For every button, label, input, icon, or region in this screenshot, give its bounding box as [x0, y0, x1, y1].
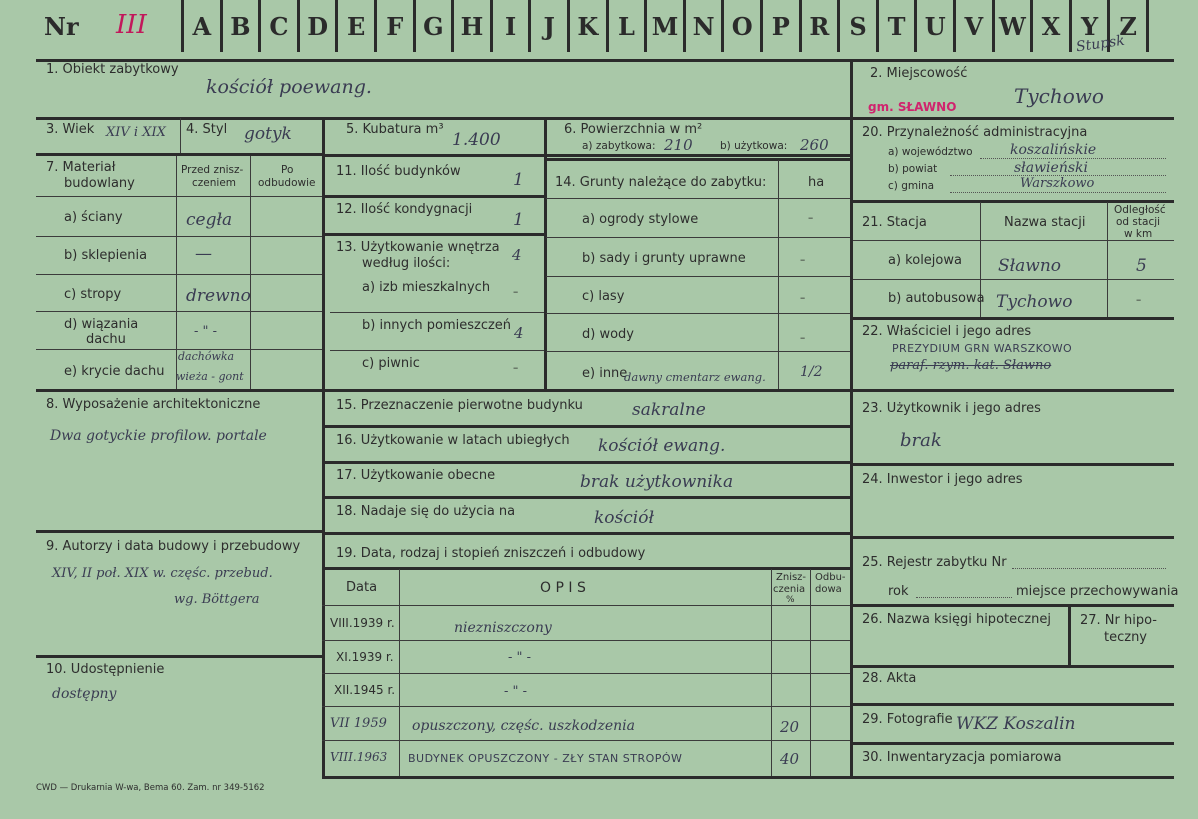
f7-row-d-label-2: dachu — [86, 332, 126, 347]
f6-uzyt-value: 260 — [800, 136, 829, 154]
f5-value: 1.400 — [452, 130, 501, 150]
f13-label-2: według ilości: — [362, 256, 451, 271]
f21-kol-label: a) kolejowa — [888, 253, 962, 268]
f19-row-4-date: VII 1959 — [330, 716, 387, 731]
f19-row-2-date: XI.1939 r. — [336, 650, 394, 664]
index-letter-o: O — [724, 0, 763, 52]
f7-label-1: 7. Materiał — [46, 160, 116, 175]
f19-row-5-opis: BUDYNEK OPUSZCZONY - ZŁY STAN STROPÓW — [408, 752, 683, 765]
f9-value-1: XIV, II poł. XIX w. częśc. przebud. — [52, 566, 273, 581]
f13-row-c-value: – — [513, 362, 519, 374]
f14-row-d-label: d) wody — [582, 327, 634, 342]
f14-unit: ha — [808, 175, 825, 190]
f7-row-d-label-1: d) wiązania — [64, 317, 139, 332]
index-letter-c: C — [261, 0, 300, 52]
f27-label-1: 27. Nr hipo- — [1080, 613, 1157, 628]
f10-label: 10. Udostępnienie — [46, 662, 165, 677]
f1-value: kościół poewang. — [206, 76, 372, 98]
index-letter-w: W — [995, 0, 1034, 52]
f22-label: 22. Właściciel i jego adres — [862, 324, 1032, 339]
f14-row-a-value: – — [808, 212, 814, 224]
f8-value: Dwa gotyckie profilow. portale — [50, 428, 267, 444]
index-letter-i: I — [493, 0, 532, 52]
f14-row-e-label: e) inne — [582, 366, 628, 381]
index-letter-k: K — [570, 0, 609, 52]
nr-value: III — [116, 10, 147, 40]
f19-row-3-date: XII.1945 r. — [334, 683, 396, 697]
f16-value: kościół ewang. — [598, 436, 726, 456]
f13-label-1: 13. Użytkowanie wnętrza — [336, 240, 500, 255]
f16-label: 16. Użytkowanie w latach ubiegłych — [336, 433, 570, 448]
f19-row-3-opis: - " - — [504, 684, 528, 699]
f19-row-1-date: VIII.1939 r. — [330, 616, 395, 630]
index-letter-m: M — [647, 0, 686, 52]
f7-row-d-value: - " - — [194, 324, 218, 339]
f4-label: 4. Styl — [186, 122, 228, 137]
index-letter-n: N — [686, 0, 725, 52]
f20-label: 20. Przynależność administracyjna — [862, 125, 1088, 140]
f19-col-odbud-1: Odbu- — [815, 572, 846, 583]
f13-row-b-label: b) innych pomieszczeń — [362, 318, 512, 333]
f22-value-1: PREZYDIUM GRN WARSZKOWO — [892, 342, 1073, 355]
f2-label: 2. Miejscowość — [870, 66, 968, 81]
f19-col-znisz-1: Znisz- — [776, 572, 807, 583]
f20-gmina-label: c) gmina — [888, 180, 935, 192]
index-letter-r: R — [802, 0, 841, 52]
f7-row-b-label: b) sklepienia — [64, 248, 148, 263]
f13-row-a-label: a) izb mieszkalnych — [362, 280, 491, 295]
f21-col-dist-2: od stacji — [1116, 216, 1161, 228]
index-letter-h: H — [454, 0, 493, 52]
f18-value: kościół — [594, 508, 654, 528]
f10-value: dostępny — [52, 686, 117, 702]
f19-col-opis: O P I S — [540, 580, 586, 596]
f19-row-5-date: VIII.1963 — [330, 750, 388, 764]
f25-label: 25. Rejestr zabytku Nr — [862, 555, 1007, 570]
f14-row-a-label: a) ogrody stylowe — [582, 212, 699, 227]
index-letter-t: T — [879, 0, 918, 52]
f23-value: brak — [900, 430, 942, 451]
f20-pow-value: sławieński — [1014, 160, 1088, 176]
f7-col-after-2: odbudowie — [258, 177, 316, 189]
f12-value: 1 — [513, 210, 524, 230]
f6-zab-label: a) zabytkowa: — [582, 140, 656, 152]
f24-label: 24. Inwestor i jego adres — [862, 472, 1023, 487]
f7-row-e-value-1: dachówka — [178, 350, 235, 363]
f29-label: 29. Fotografie — [862, 712, 953, 727]
f14-row-b-value: – — [800, 254, 806, 266]
f19-col-date: Data — [346, 580, 378, 595]
f27-label-2: teczny — [1104, 630, 1147, 645]
f7-row-e-label: e) krycie dachu — [64, 364, 165, 379]
index-letter-x: X — [1033, 0, 1072, 52]
index-letter-y: Y — [1072, 0, 1111, 52]
f7-col-before-1: Przed znisz- — [181, 164, 244, 176]
f19-row-2-opis: - " - — [508, 650, 532, 665]
f20-gmina-value: Warszkowo — [1020, 176, 1095, 191]
f6-label: 6. Powierzchnia w m² — [564, 122, 703, 137]
f19-row-4-opis: opuszczony, częśc. uszkodzenia — [412, 718, 635, 734]
f11-label: 11. Ilość budynków — [336, 164, 461, 179]
corner-note: Stupsk — [1075, 32, 1126, 56]
f19-col-odbud-2: dowa — [815, 584, 842, 595]
f9-label: 9. Autorzy i data budowy i przebudowy — [46, 539, 301, 554]
f21-label: 21. Stacja — [862, 215, 927, 230]
f7-col-before-2: czeniem — [192, 177, 237, 189]
index-letter-u: U — [917, 0, 956, 52]
f20-woj-label: a) województwo — [888, 146, 973, 158]
f17-label: 17. Użytkowanie obecne — [336, 468, 496, 483]
index-letter-j: J — [531, 0, 570, 52]
f14-row-d-value: – — [800, 332, 806, 344]
f23-label: 23. Użytkownik i jego adres — [862, 401, 1041, 416]
index-letter-z: Z — [1110, 0, 1149, 52]
f19-row-5-znisz: 40 — [780, 750, 800, 768]
f5-label: 5. Kubatura m³ — [346, 122, 444, 137]
f2-value: Tychowo — [1014, 84, 1104, 108]
f14-row-e-value: 1/2 — [800, 364, 823, 380]
f13-total: 4 — [512, 246, 522, 264]
index-letter-p: P — [763, 0, 802, 52]
f13-row-a-value: – — [513, 286, 519, 298]
f21-kol-name: Sławno — [998, 256, 1062, 276]
f7-row-c-label: c) stropy — [64, 287, 122, 302]
printer-footer: CWD — Drukarnia W-wa, Bema 60. Zam. nr 349-5162 — [36, 783, 265, 793]
f3-label: 3. Wiek — [46, 122, 95, 137]
f14-label: 14. Grunty należące do zabytku: — [555, 175, 767, 190]
header-bar — [0, 0, 1198, 56]
index-letter-s: S — [840, 0, 879, 52]
f21-kol-dist: 5 — [1136, 256, 1147, 276]
index-letter-v: V — [956, 0, 995, 52]
f25-miejsce-label: miejsce przechowywania — [1016, 584, 1179, 599]
f13-row-b-value: 4 — [514, 324, 524, 342]
f12-label: 12. Ilość kondygnacji — [336, 202, 473, 217]
f7-label-2: budowlany — [64, 176, 135, 191]
f19-col-znisz-3: % — [786, 595, 795, 605]
f7-col-after-1: Po — [281, 164, 294, 176]
index-letter-g: G — [416, 0, 455, 52]
f19-label: 19. Data, rodzaj i stopień zniszczeń i odbudowy — [336, 546, 646, 561]
f19-row-4-znisz: 20 — [780, 718, 800, 736]
f30-label: 30. Inwentaryzacja pomiarowa — [862, 750, 1062, 765]
f13-row-c-label: c) piwnic — [362, 356, 420, 371]
f25-rok-label: rok — [888, 584, 909, 599]
index-letter-l: L — [609, 0, 648, 52]
f28-label: 28. Akta — [862, 671, 917, 686]
index-letter-f: F — [377, 0, 416, 52]
f1-label: 1. Obiekt zabytkowy — [46, 62, 179, 77]
f21-col-dist-3: w km — [1124, 228, 1153, 240]
f18-label: 18. Nadaje się do użycia na — [336, 504, 516, 519]
f21-aut-label: b) autobusowa — [888, 291, 985, 306]
index-letter-e: E — [338, 0, 377, 52]
f21-col-dist-1: Odległość — [1114, 204, 1166, 216]
f21-col-name: Nazwa stacji — [1004, 215, 1086, 230]
f7-row-a-value: cegła — [186, 210, 233, 230]
f14-row-b-label: b) sady i grunty uprawne — [582, 251, 746, 266]
f7-row-b-value: — — [195, 244, 212, 264]
f20-woj-value: koszalińskie — [1010, 142, 1097, 158]
f19-col-znisz-2: czenia — [773, 584, 806, 595]
f6-zab-value: 210 — [664, 136, 693, 154]
f6-uzyt-label: b) użytkowa: — [720, 140, 788, 152]
f17-value: brak użytkownika — [580, 472, 734, 492]
f15-value: sakralne — [632, 400, 706, 420]
f2-stamp: gm. SŁAWNO — [868, 100, 957, 114]
index-letter-b: B — [223, 0, 262, 52]
f4-value: gotyk — [244, 124, 292, 144]
f21-aut-dist: – — [1136, 294, 1142, 306]
f29-value: WKZ Koszalin — [956, 714, 1076, 734]
index-letter-a: A — [184, 0, 223, 52]
f15-label: 15. Przeznaczenie pierwotne budynku — [336, 398, 583, 413]
f11-value: 1 — [513, 170, 524, 190]
f20-pow-label: b) powiat — [888, 163, 938, 175]
f7-row-c-value: drewno — [186, 286, 251, 306]
f8-label: 8. Wyposażenie architektoniczne — [46, 397, 261, 412]
f26-label: 26. Nazwa księgi hipotecznej — [862, 612, 1051, 627]
f14-row-c-label: c) lasy — [582, 289, 625, 304]
f14-row-e-note: dawny cmentarz ewang. — [624, 370, 766, 384]
f7-row-e-value-2: wieża - gont — [176, 370, 244, 383]
f7-row-a-label: a) ściany — [64, 210, 123, 225]
nr-label: Nr — [44, 12, 79, 41]
f21-aut-name: Tychowo — [996, 292, 1073, 312]
f14-row-c-value: – — [800, 292, 806, 304]
f22-value-2: paraf. rzym.-kat. Sławno — [890, 358, 1052, 373]
f19-row-1-opis: niezniszczony — [454, 620, 552, 636]
f3-value: XIV i XIX — [106, 125, 166, 140]
f9-value-2: wg. Böttgera — [174, 592, 260, 607]
index-letter-d: D — [300, 0, 339, 52]
